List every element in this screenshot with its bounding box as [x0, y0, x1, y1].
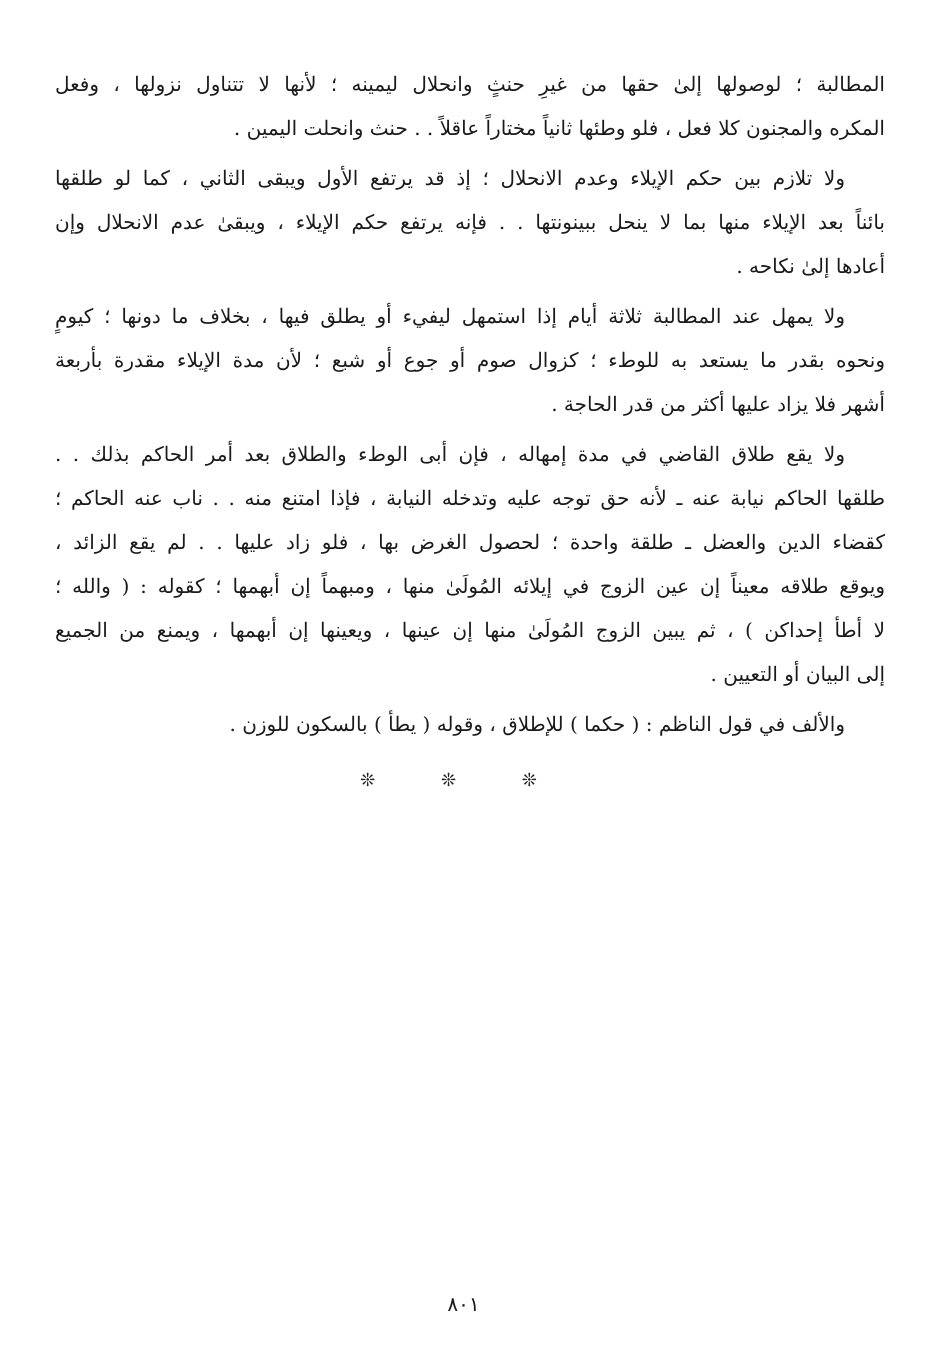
text-line: ولا تلازم بين حكم الإيلاء وعدم الانحلال ؛ إذ قد يرتفع الأول ويبقى الثاني ، كما لو طلقها — [55, 166, 845, 190]
text-line: أعادها إلىٰ نكاحه . — [736, 254, 885, 278]
paragraph-3 — [55, 294, 885, 426]
text-line: لا أطأ إحداكن ) ، ثم يبين الزوج المُولَىٰ منها إن عينها ، ويعينها إن أبهمها ، ويمنع من الجميع — [55, 618, 885, 642]
text-line: ونحوه بقدر ما يستعد به للوطء ؛ كزوال صوم أو جوع أو شبع ؛ لأن مدة الإيلاء مقدرة بأربعة — [55, 348, 885, 372]
text-line: المكره والمجنون كلا فعل ، فلو وطئها ثانياً مختاراً عاقلاً . . حنث وانحلت اليمين . — [233, 116, 885, 140]
paragraph-1 — [55, 62, 885, 150]
paragraph-4 — [55, 432, 885, 696]
text-line: ويوقع طلاقه معيناً إن عين الزوج في إيلائه المُولَىٰ منها ، ومبهماً إن أبهمها ؛ كقوله : ( والله ؛ — [55, 574, 885, 598]
text-line: إلى البيان أو التعيين . — [710, 662, 885, 686]
text-line: ولا يمهل عند المطالبة ثلاثة أيام إذا استمهل ليفيء أو يطلق فيها ، بخلاف ما دونها ؛ كيومٍ — [55, 304, 845, 328]
text-line: بائناً بعد الإيلاء منها بما لا ينحل ببينونتها . . فإنه يرتفع حكم الإيلاء ، ويبقىٰ عدم الانحلال وإن — [55, 210, 885, 234]
text-line: ولا يقع طلاق القاضي في مدة إمهاله ، فإن أبى الوطء والطلاق بعد أمر الحاكم بذلك . . — [55, 442, 845, 466]
page-number: ٨٠١ — [447, 1292, 480, 1316]
text-line: المطالبة ؛ لوصولها إلىٰ حقها من غيرِ حنثٍ وانحلال ليمينه ؛ لأنها لا تتناول نزولها ، وفعل — [55, 72, 885, 96]
paragraph-5 — [55, 702, 885, 746]
text-line: أشهر فلا يزاد عليها أكثر من قدر الحاجة . — [551, 392, 885, 416]
text-line: والألف في قول الناظم : ( حكما ) للإطلاق ، وقوله ( يطأ ) بالسكون للوزن . — [229, 712, 845, 736]
text-line: كقضاء الدين والعضل ـ طلقة واحدة ؛ لحصول الغرض بها ، فلو زاد عليها . . لم يقع الزائد ، — [55, 530, 885, 554]
paragraph-2 — [55, 156, 885, 288]
section-separator: ❊ ❊ ❊ — [360, 770, 567, 791]
main-text — [55, 62, 885, 752]
text-line: طلقها الحاكم نيابة عنه ـ لأنه حق توجه عليه وتدخله النيابة ، فإذا امتنع منه . . ناب عنه الحاكم ؛ — [55, 486, 885, 510]
